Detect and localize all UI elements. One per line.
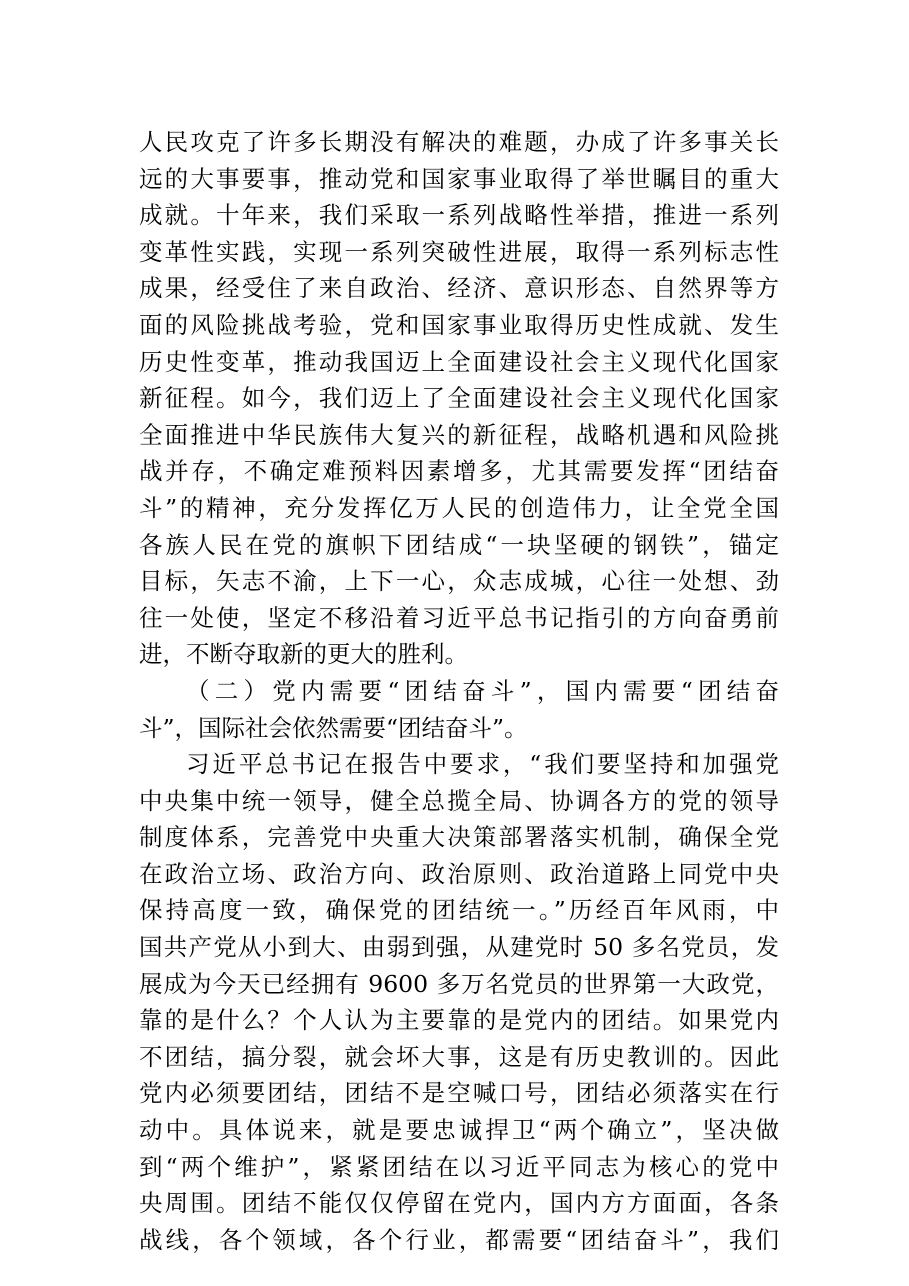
text-line: 动中。具体说来，就是要忠诚捍卫“两个确立”，坚决做 — [139, 1116, 779, 1145]
section-heading-line: （二）党内需要“团结奋斗”，国内需要“团结奋 — [186, 676, 779, 705]
text-line: 党内必须要团结，团结不是空喊口号，团结必须落实在行 — [139, 1079, 779, 1108]
text-line: 进，不断夺取新的更大的胜利。 — [139, 640, 468, 669]
text-line: 全面推进中华民族伟大复兴的新征程，战略机遇和风险挑 — [139, 420, 779, 449]
text-line: 目标，矢志不渝，上下一心，众志成城，心往一处想、劲 — [139, 567, 779, 596]
text-line: 央周围。团结不能仅仅停留在党内，国内方方面面，各条 — [139, 1189, 779, 1218]
text-line: 斗”的精神，充分发挥亿万人民的创造伟力，让全党全国 — [139, 493, 779, 522]
text-line: 面的风险挑战考验，党和国家事业取得历史性成就、发生 — [139, 310, 779, 339]
text-line: 在政治立场、政治方向、政治原则、政治道路上同党中央 — [139, 859, 779, 888]
text-line: 往一处使，坚定不移沿着习近平总书记指引的方向奋勇前 — [139, 603, 779, 632]
body-text — [139, 124, 779, 1258]
text-line: 新征程。如今，我们迈上了全面建设社会主义现代化国家 — [139, 384, 779, 413]
text-line: 保持高度一致，确保党的团结统一。”历经百年风雨，中 — [139, 896, 779, 925]
text-line: 各族人民在党的旗帜下团结成“一块坚硬的钢铁”，锚定 — [139, 530, 779, 559]
text-line: 制度体系，完善党中央重大决策部署落实机制，确保全党 — [139, 823, 779, 852]
section-heading-line: 斗”，国际社会依然需要“团结奋斗”。 — [139, 713, 528, 742]
text-line: 变革性实践，实现一系列突破性进展，取得一系列标志性 — [139, 237, 779, 266]
text-line: 人民攻克了许多长期没有解决的难题，办成了许多事关长 — [139, 128, 779, 156]
text-line: 战并存，不确定难预料因素增多，尤其需要发挥“团结奋 — [139, 457, 779, 486]
text-line: 中央集中统一领导，健全总揽全局、协调各方的党的领导 — [139, 786, 779, 815]
text-line: 靠的是什么？个人认为主要靠的是党内的团结。如果党内 — [139, 1006, 779, 1035]
text-line: 历史性变革，推动我国迈上全面建设社会主义现代化国家 — [139, 347, 779, 376]
text-line: 习近平总书记在报告中要求，“我们要坚持和加强党 — [186, 750, 779, 779]
text-line: 到“两个维护”，紧紧团结在以习近平同志为核心的党中 — [139, 1152, 779, 1181]
text-line: 国共产党从小到大、由弱到强，从建党时 50 多名党员，发 — [139, 933, 779, 962]
text-line: 远的大事要事，推动党和国家事业取得了举世瞩目的重大 — [139, 164, 779, 193]
text-line: 展成为今天已经拥有 9600 多万名党员的世界第一大政党， — [139, 969, 779, 998]
text-line: 成就。十年来，我们采取一系列战略性举措，推进一系列 — [139, 201, 779, 230]
text-line: 战线，各个领域，各个行业，都需要“团结奋斗”，我们 — [139, 1225, 779, 1254]
text-line: 不团结，搞分裂，就会坏大事，这是有历史教训的。因此 — [139, 1042, 779, 1071]
text-line: 成果，经受住了来自政治、经济、意识形态、自然界等方 — [139, 274, 779, 303]
